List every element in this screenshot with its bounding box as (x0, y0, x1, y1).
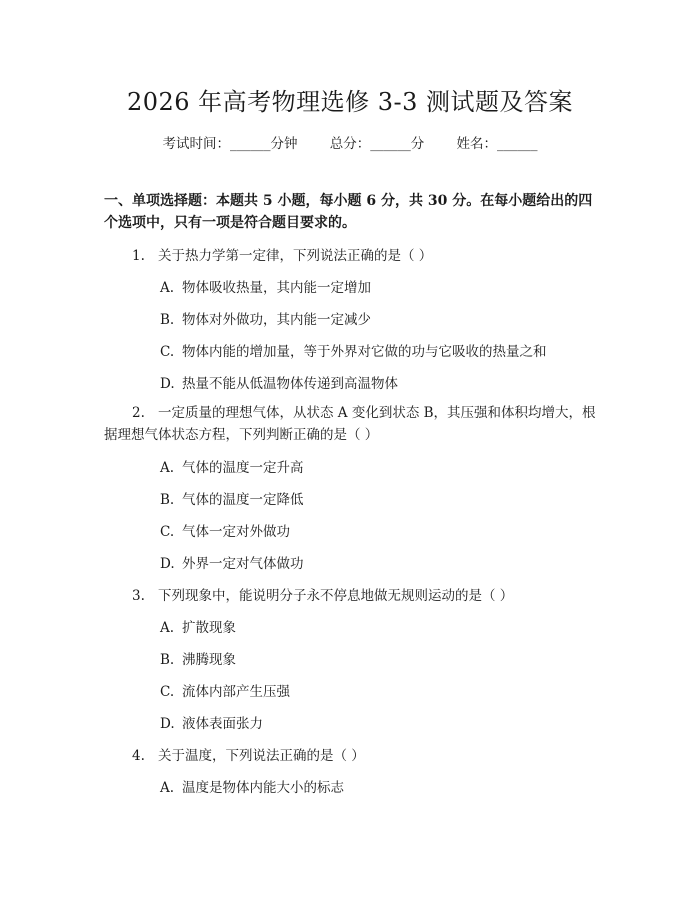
option-text: 气体的温度一定升高 (182, 460, 304, 476)
option-3a (160, 616, 236, 636)
option-label: D. (160, 376, 175, 392)
option-3c (160, 680, 290, 700)
question-number: 4. (132, 748, 145, 764)
option-label: A. (160, 460, 175, 476)
option-1b (160, 308, 371, 328)
option-label: A. (160, 280, 175, 296)
option-text: 扩散现象 (182, 620, 236, 636)
option-3b (160, 648, 236, 668)
option-text: 气体的温度一定降低 (182, 492, 304, 508)
option-text: 外界一定对气体做功 (182, 556, 304, 572)
option-3d (160, 712, 263, 732)
option-label: B. (160, 652, 175, 668)
student-name: 姓名：______ (456, 136, 538, 152)
option-2b (160, 488, 304, 508)
question-text: 关于温度，下列说法正确的是（ ） (158, 748, 365, 764)
option-label: C. (160, 344, 175, 360)
option-label: C. (160, 524, 175, 540)
question-number: 3. (132, 588, 145, 604)
option-1a (160, 276, 371, 296)
option-label: B. (160, 312, 175, 328)
option-text: 气体一定对外做功 (182, 524, 290, 540)
option-text: 温度是物体内能大小的标志 (182, 780, 344, 796)
option-label: D. (160, 716, 175, 732)
option-text: 物体吸收热量，其内能一定增加 (182, 280, 371, 296)
option-text: 流体内部产生压强 (182, 684, 290, 700)
option-2d (160, 552, 304, 572)
exam-meta (0, 132, 700, 152)
question-3 (132, 584, 513, 604)
question-number: 2. (132, 405, 145, 421)
option-1d (160, 372, 398, 392)
total-score: 总分：______分 (329, 136, 425, 152)
option-label: A. (160, 620, 175, 636)
question-4 (132, 744, 365, 764)
option-text: 物体内能的增加量，等于外界对它做的功与它吸收的热量之和 (182, 344, 547, 360)
option-text: 液体表面张力 (182, 716, 263, 732)
option-4a (160, 776, 344, 796)
option-2a (160, 456, 304, 476)
option-1c (160, 340, 547, 360)
question-text: 关于热力学第一定律，下列说法正确的是（ ） (158, 248, 433, 264)
question-2 (104, 402, 596, 446)
option-label: D. (160, 556, 175, 572)
exam-time: 考试时间：______分钟 (162, 136, 298, 152)
section-heading: 一、单项选择题：本题共 5 小题，每小题 6 分，共 30 分。在每小题给出的四个选项中，只有一项是符合题目要求的。 (104, 193, 593, 231)
option-text: 沸腾现象 (182, 652, 236, 668)
question-1 (132, 244, 432, 264)
option-label: A. (160, 780, 175, 796)
option-2c (160, 520, 290, 540)
question-text: 一定质量的理想气体，从状态 A 变化到状态 B，其压强和体积均增大，根据理想气体状态方程，下列判断正确的是（ ） (104, 405, 596, 443)
option-label: B. (160, 492, 175, 508)
page-title: 2026 年高考物理选修 3-3 测试题及答案 (126, 88, 574, 116)
option-label: C. (160, 684, 175, 700)
option-text: 热量不能从低温物体传递到高温物体 (182, 376, 398, 392)
question-text: 下列现象中，能说明分子永不停息地做无规则运动的是（ ） (158, 588, 514, 604)
option-text: 物体对外做功，其内能一定减少 (182, 312, 371, 328)
question-number: 1. (132, 248, 145, 264)
